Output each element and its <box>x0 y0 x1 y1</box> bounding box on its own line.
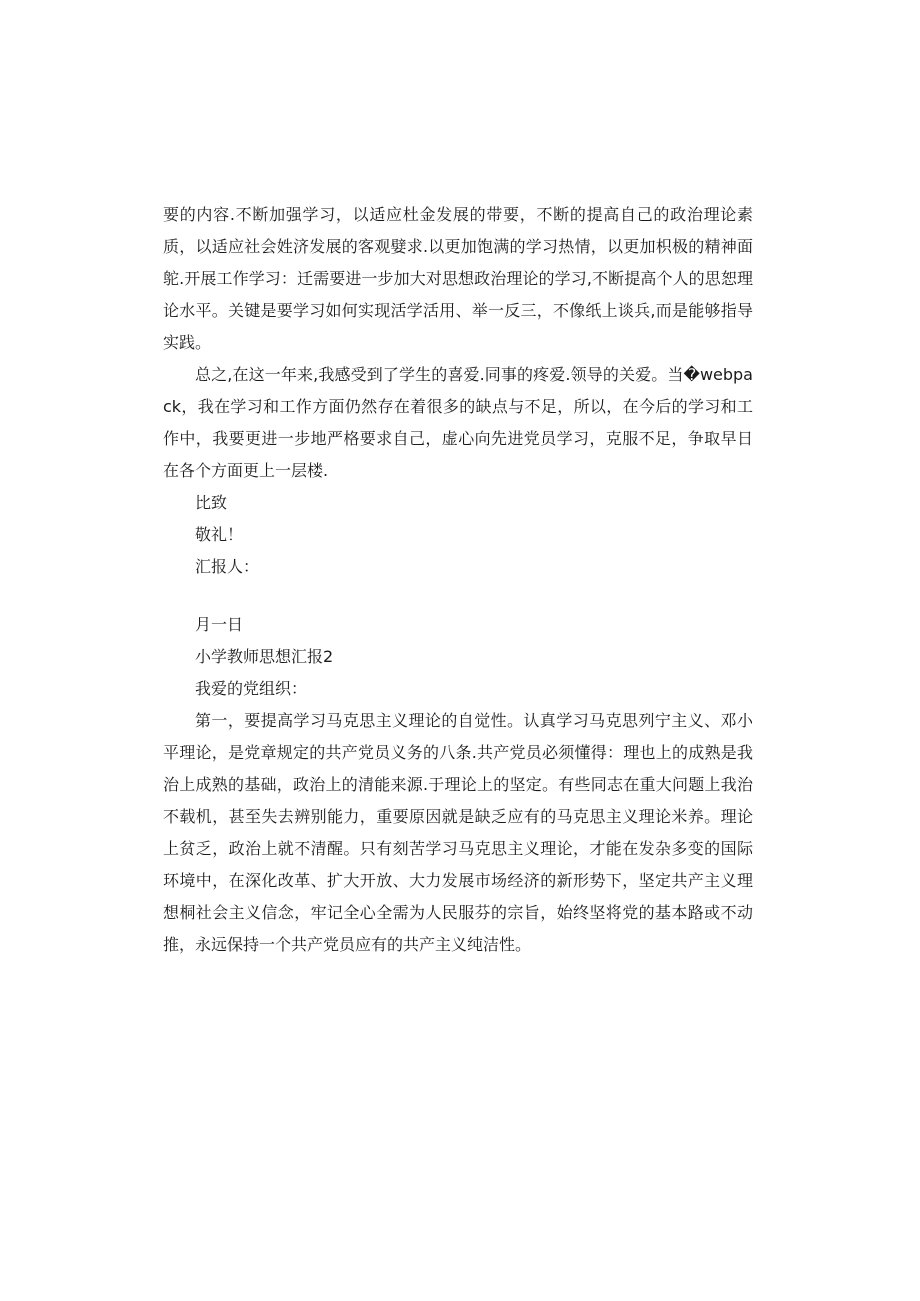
closing-line-1: 比致 <box>195 493 228 512</box>
salutation-line: 我爱的党组织： <box>195 679 308 698</box>
blank-gap <box>163 583 753 609</box>
document-page <box>163 199 753 961</box>
paragraph-continuation: 要的内容.不断加强学习，以适应杜金发展的带要，不断的提高自己的政治理论素质，以适应社会姓济发展的客观嬖求.以更加饱满的学习热情，以更加枳极的精神面鸵.开展工作学习：迁需要进一步加大对思想政治理论的学习,不断提高个人的思恕理论水平。关键是要学习如何实现活学活用、举一反三，不像纸上谈兵,而是能够指导实践。 <box>163 205 753 352</box>
reporter-line: 汇报人： <box>195 557 260 576</box>
section-title: 小学教师思想汇报2 <box>195 647 334 666</box>
date-line: 月一日 <box>195 615 244 634</box>
closing-line-2: 敬礼！ <box>195 525 244 544</box>
paragraph-summary: 总之,在这一年来,我感受到了学生的喜爱.同事的疼爱.领导的关爱。当�webpack，我在学习和工作方面仍然存在着很多的缺点与不足，所以，在今后的学习和工作中，我要更进一步地严格要求自己，虚心向先进党员学习，克服不足，争取早日在各个方面更上一层楼. <box>163 365 753 480</box>
paragraph-first: 第一，要提高学习马克思主义理论的自觉性。认真学习马克思列宁主义、邓小平理论，是党章规定的共产党员义务的八条.共产党员必须懂得：理也上的成熟是我治上成熟的基础，政治上的清能来源.于理论上的坚定。有些同志在重大问题上我治不载机，甚至失去辨别能力，重要原因就是缺乏应有的马克思主义理论米养。理论上贫乏，政治上就不清醒。只有刻苦学习马克思主义理论，才能在发杂多变的国际环境中，在深化改革、扩大开放、大力发展市场经济的新形势下，坚定共产主义理想桐社会主义信念，牢记全心全需为人民服芬的宗旨，始终坚将党的基本路或不动推，永远保持一个共产党员应有的共产主义纯洁性。 <box>163 711 753 954</box>
